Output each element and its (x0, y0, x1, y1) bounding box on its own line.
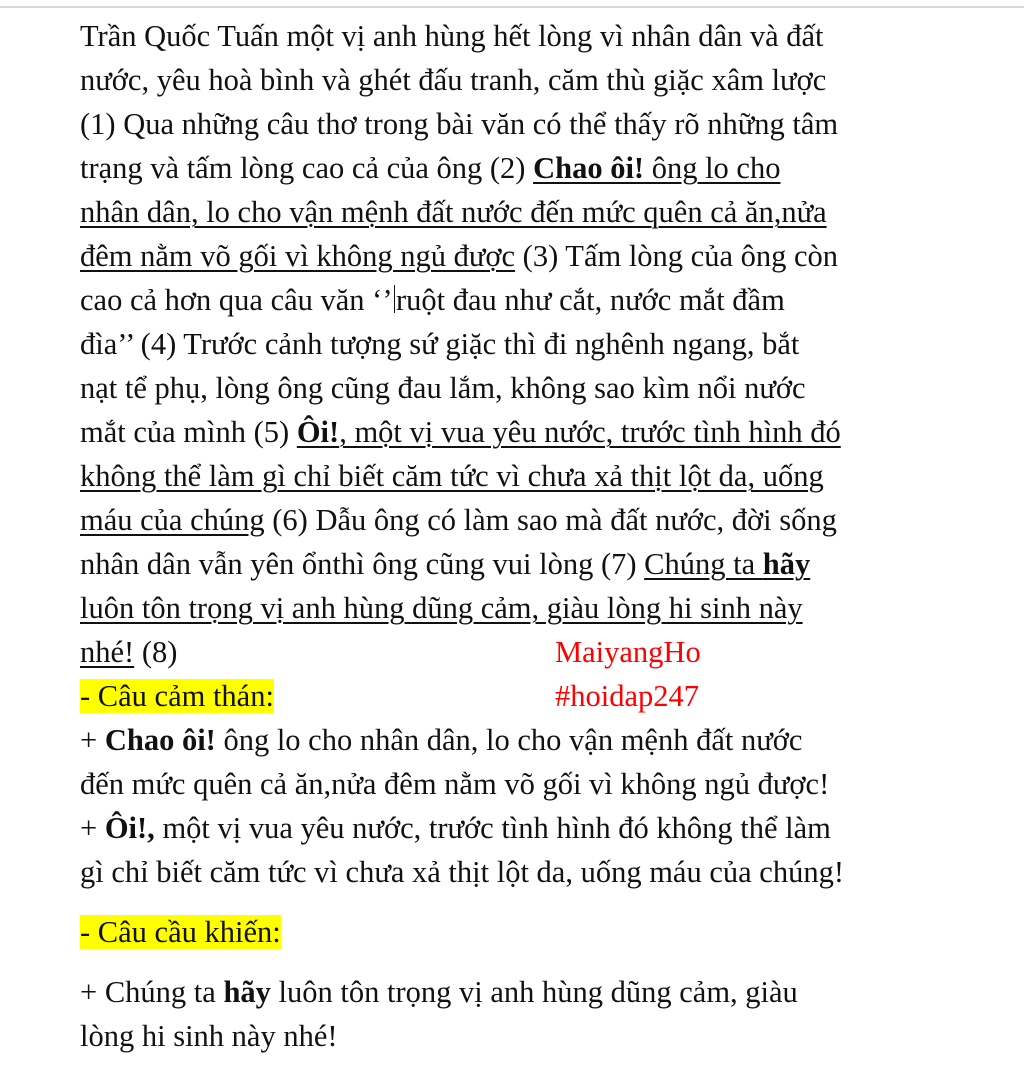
text-run: nhân dân vẫn yên ổnthì ông cũng vui lòng (7) (80, 547, 645, 581)
paragraph-line: nước, yêu hoà bình và ghét đấu tranh, căm thù giặc xâm lược (80, 63, 827, 97)
page-top-border (0, 6, 1024, 8)
paragraph-line: Trần Quốc Tuấn một vị anh hùng hết lòng vì nhân dân và đất (80, 19, 824, 53)
exclamatory-sentence (80, 718, 980, 762)
document-body[interactable] (80, 14, 980, 1058)
exclamation-oi: Ôi! (296, 415, 340, 449)
text-run: trạng và tấm lòng cao cả của ông (2) (80, 151, 534, 185)
exclamatory-heading: - Câu cảm thán: (80, 679, 274, 713)
text-run: ruột đau như cắt, nước mắt đầm (396, 283, 785, 317)
paragraph-line: nạt tể phụ, lòng ông cũng đau lắm, không sao kìm nổi nước (80, 371, 806, 405)
imperative-sentence-cont: lòng hi sinh này nhé! (80, 1019, 338, 1053)
text-run: cao cả hơn qua câu văn ‘’ (80, 283, 393, 317)
paragraph-line (80, 146, 980, 190)
imperative-sentence (80, 970, 980, 1014)
text-run: ông lo cho nhân dân, lo cho vận mệnh đất nước (215, 723, 803, 757)
underlined-run: nhân dân, lo cho vận mệnh đất nước đến mức quên cả ăn,nửa (80, 195, 827, 229)
text-run: (8) (134, 635, 178, 669)
text-run: + (80, 811, 105, 845)
underlined-run: Chúng ta (644, 547, 763, 581)
bold-run: Chao ôi! (104, 723, 216, 757)
text-run: + (80, 723, 105, 757)
exclamation-chao-oi: Chao ôi! (533, 151, 645, 185)
paragraph-line: (1) Qua những câu thơ trong bài văn có thể thấy rõ những tâm (80, 107, 839, 141)
underlined-run: nhé! (80, 635, 135, 669)
paragraph-line (80, 542, 980, 586)
exclamatory-sentence (80, 806, 980, 850)
underlined-run: đêm nằm võ gối vì không ngủ được (80, 239, 516, 273)
watermark-name: MaiyangHo (555, 635, 701, 669)
bold-run: Ôi!, (104, 811, 155, 845)
underlined-run: ông lo cho (644, 151, 781, 185)
underlined-run: không thể làm gì chỉ biết căm tức vì chưa xả thịt lột da, uống (80, 459, 824, 493)
paragraph-line (80, 630, 980, 674)
paragraph-line (80, 454, 980, 498)
exclamatory-heading-line (80, 674, 980, 718)
paragraph-line (80, 190, 980, 234)
paragraph-line (80, 278, 980, 322)
text-run: (6) Dẫu ông có làm sao mà đất nước, đời sống (264, 503, 837, 537)
imperative-heading-line (80, 910, 980, 954)
paragraph-line (80, 586, 980, 630)
underlined-run: , một vị vua yêu nước, trước tình hình đó (339, 415, 841, 449)
paragraph-line (80, 234, 980, 278)
exclamatory-sentence-cont: gì chỉ biết căm tức vì chưa xả thịt lột da, uống máu của chúng! (80, 855, 844, 889)
paragraph-line: đìa’’ (4) Trước cảnh tượng sứ giặc thì đi nghênh ngang, bắt (80, 327, 800, 361)
bold-run: hãy (223, 975, 271, 1009)
paragraph-line (80, 410, 980, 454)
paragraph-line (80, 498, 980, 542)
text-run: mắt của mình (5) (80, 415, 297, 449)
underlined-run: luôn tôn trọng vị anh hùng dũng cảm, giàu lòng hi sinh này (80, 591, 803, 625)
imperative-hay: hãy (762, 547, 811, 581)
text-run: luôn tôn trọng vị anh hùng dũng cảm, giàu (270, 975, 798, 1009)
imperative-heading: - Câu cầu khiến: (80, 915, 281, 949)
underlined-run: máu của chúng (80, 503, 265, 537)
text-run: + Chúng ta (80, 975, 224, 1009)
exclamatory-sentence-cont: đến mức quên cả ăn,nửa đêm nằm võ gối vì không ngủ được! (80, 767, 830, 801)
text-run: một vị vua yêu nước, trước tình hình đó không thể làm (154, 811, 831, 845)
text-cursor (394, 285, 396, 313)
text-run: (3) Tấm lòng của ông còn (515, 239, 839, 273)
watermark-tag: #hoidap247 (555, 679, 700, 713)
